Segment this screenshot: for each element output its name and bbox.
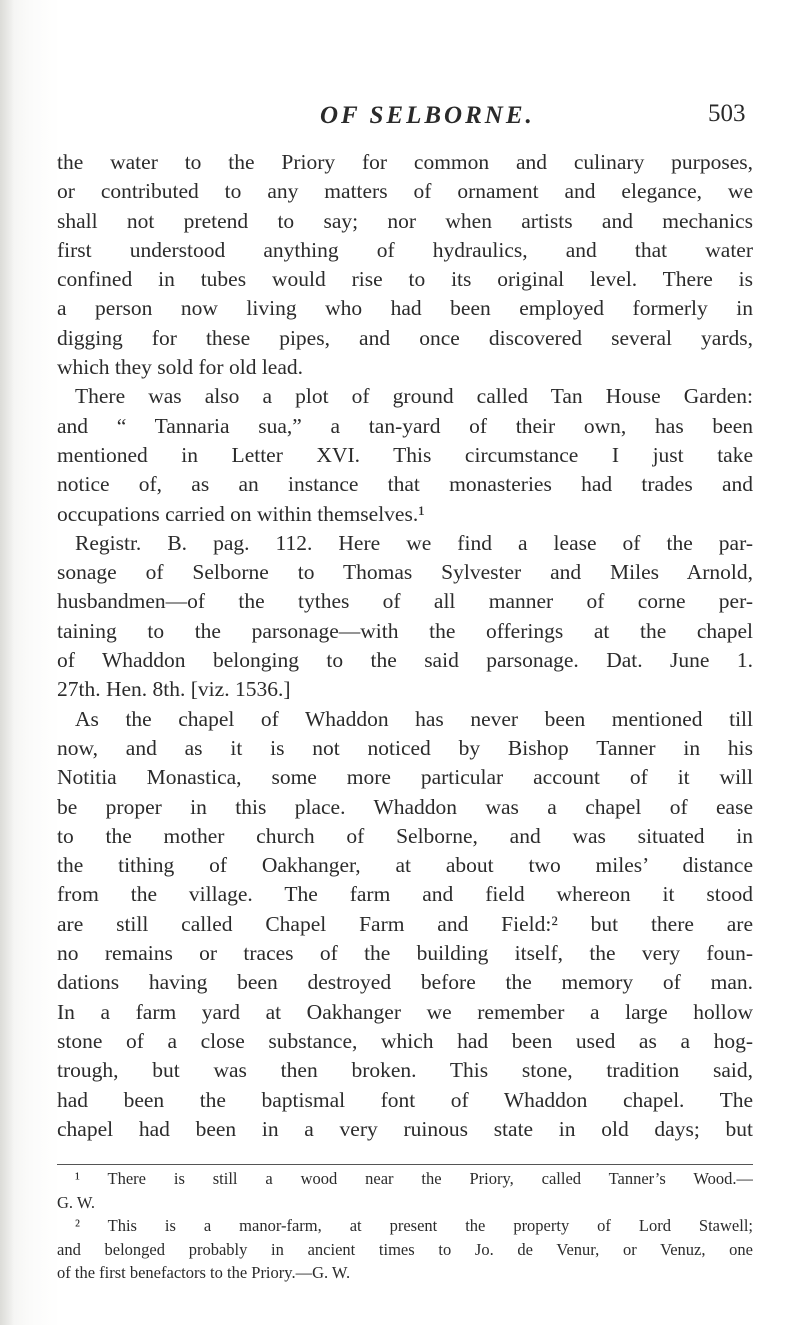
text-line: from the village. The farm and field whereon it stood [57, 882, 753, 907]
page-number: 503 [708, 100, 746, 127]
text-line: the water to the Priory for common and culinary purposes, [57, 150, 753, 174]
text-line: digging for these pipes, and once discovered several yards, [57, 325, 753, 350]
text-line: which they sold for old lead. [57, 355, 304, 380]
text-line: of Whaddon belonging to the said parsonage. Dat. June 1. [57, 648, 753, 673]
footnotes [57, 1167, 753, 1285]
body-text [57, 148, 753, 1144]
footnote-line: of the first benefactors to the Priory.—G. W. [57, 1263, 351, 1282]
text-line: dations having been destroyed before the memory of man. [57, 970, 753, 995]
footnote-line: ¹ There is still a wood near the Priory, called Tanner’s Wood.— [75, 1169, 753, 1188]
footnote-line: and belonged probably in ancient times to Jo. de Venur, or Venuz, one [57, 1239, 753, 1259]
text-line: chapel had been in a very ruinous state in old days; but [57, 1116, 753, 1141]
text-line: As the chapel of Whaddon has never been mentioned till [75, 706, 753, 731]
text-line: taining to the parsonage—with the offerings at the chapel [57, 618, 753, 643]
footnote-line: ² This is a manor-farm, at present the property of Lord Stawell; [75, 1216, 753, 1235]
text-line: There was also a plot of ground called Tan House Garden: [75, 384, 753, 409]
text-line: be proper in this place. Whaddon was a chapel of ease [57, 794, 753, 819]
text-line: trough, but was then broken. This stone, tradition said, [57, 1058, 753, 1083]
text-line: Registr. B. pag. 112. Here we find a lease of the par- [75, 530, 753, 555]
text-line: Notitia Monastica, some more particular account of it will [57, 765, 753, 790]
text-line: now, and as it is not noticed by Bishop Tanner in his [57, 735, 753, 760]
text-line: or contributed to any matters of ornament and elegance, we [57, 179, 753, 204]
text-line: had been the baptismal font of Whaddon chapel. The [57, 1087, 753, 1112]
running-title: OF SELBORNE. [320, 102, 535, 129]
footnote-divider [57, 1164, 753, 1165]
text-line: confined in tubes would rise to its original level. There is [57, 267, 753, 292]
text-line: sonage of Selborne to Thomas Sylvester and Miles Arnold, [57, 560, 753, 585]
text-line: shall not pretend to say; nor when artists and mechanics [57, 208, 753, 233]
text-line: are still called Chapel Farm and Field:² but there are [57, 911, 753, 936]
text-line: and “ Tannaria sua,” a tan-yard of their own, has been [57, 413, 753, 438]
text-line: 27th. Hen. 8th. [viz. 1536.] [57, 677, 291, 702]
text-line: husbandmen—of the tythes of all manner of corne per- [57, 589, 753, 614]
text-line: to the mother church of Selborne, and was situated in [57, 823, 753, 848]
text-line: notice of, as an instance that monasteries had trades and [57, 472, 753, 497]
page-edge-shadow [0, 0, 14, 1325]
text-line: occupations carried on within themselves.¹ [57, 501, 425, 526]
text-line: In a farm yard at Oakhanger we remember a large hollow [57, 999, 753, 1024]
text-line: mentioned in Letter XVI. This circumstance I just take [57, 442, 753, 467]
text-line: the tithing of Oakhanger, at about two miles’ distance [57, 853, 753, 878]
text-line: stone of a close substance, which had been used as a hog- [57, 1028, 753, 1053]
footnote-line: G. W. [57, 1192, 96, 1212]
text-line: first understood anything of hydraulics, and that water [57, 237, 753, 262]
text-line: no remains or traces of the building itself, the very foun- [57, 941, 753, 966]
text-line: a person now living who had been employed formerly in [57, 296, 753, 321]
